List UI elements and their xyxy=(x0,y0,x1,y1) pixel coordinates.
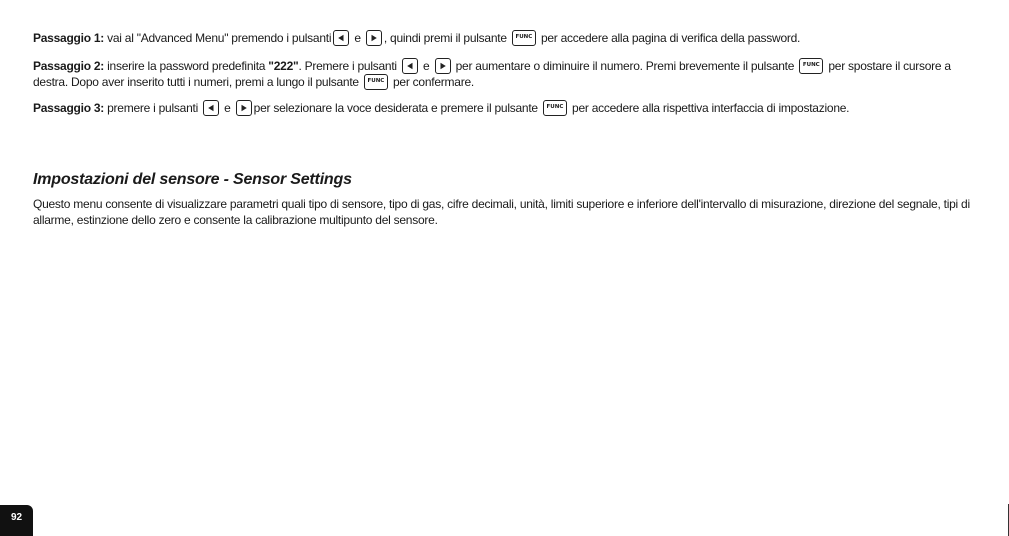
func-button-icon xyxy=(799,58,823,74)
step-1-text-c: , quindi premi il pulsante xyxy=(383,31,510,45)
manual-page xyxy=(33,30,983,228)
step-3-label: Passaggio 3: xyxy=(33,101,105,115)
func-button-icon xyxy=(512,30,536,46)
func-button-label: FUNC xyxy=(515,34,533,40)
step-2-label: Passaggio 2: xyxy=(33,59,105,73)
section-title: Impostazioni del sensore - Sensor Settings xyxy=(33,171,352,188)
step-2-text-a: inserire la password predefinita xyxy=(104,59,269,73)
step-1 xyxy=(33,30,983,46)
left-arrow-button-icon xyxy=(203,100,219,116)
step-2-text-f: per confermare. xyxy=(389,75,474,89)
step-3 xyxy=(33,100,983,116)
func-button-label: FUNC xyxy=(367,78,385,84)
right-arrow-button-icon xyxy=(435,58,451,74)
step-2-text-b: . Premere i pulsanti xyxy=(298,59,400,73)
func-button-icon xyxy=(543,100,567,116)
step-3-text-c: per selezionare la voce desiderata e premere il pulsante xyxy=(253,101,541,115)
section-body: Questo menu consente di visualizzare parametri quali tipo di sensore, tipo di gas, cifre decimali, unità, limiti superiore e inferiore dell'intervallo di misurazione, direzione del segnale, tipi di allarme, estinzione dello zero e consente la calibrazione multipunto del sensore. xyxy=(33,197,970,227)
func-button-label: FUNC xyxy=(802,62,820,68)
step-2-text-d: per aumentare o diminuire il numero. Premi brevemente il pulsante xyxy=(452,59,798,73)
right-arrow-button-icon xyxy=(236,100,252,116)
right-arrow-button-icon xyxy=(366,30,382,46)
step-2-text-c: e xyxy=(419,59,433,73)
step-1-text-b: e xyxy=(351,31,364,45)
step-2-text-e: per spostare il cursore a destra. Dopo aver inserito tutti i numeri, premi a lungo il pulsante xyxy=(33,59,951,89)
step-2 xyxy=(33,58,983,90)
left-arrow-button-icon xyxy=(402,58,418,74)
step-1-text-a: vai al "Advanced Menu" premendo i pulsanti xyxy=(104,31,332,45)
left-arrow-button-icon xyxy=(333,30,349,46)
step-3-text-a: premere i pulsanti xyxy=(104,101,202,115)
step-3-text-d: per accedere alla rispettiva interfaccia di impostazione. xyxy=(568,101,850,115)
page-number-tab xyxy=(0,505,33,536)
step-1-label: Passaggio 1: xyxy=(33,31,105,45)
step-3-text-b: e xyxy=(221,101,234,115)
page-number: 92 xyxy=(10,512,23,523)
func-button-label: FUNC xyxy=(546,104,564,110)
func-button-icon xyxy=(364,74,388,90)
step-1-text-d: per accedere alla pagina di verifica della password. xyxy=(537,31,801,45)
default-password: "222" xyxy=(268,59,299,73)
